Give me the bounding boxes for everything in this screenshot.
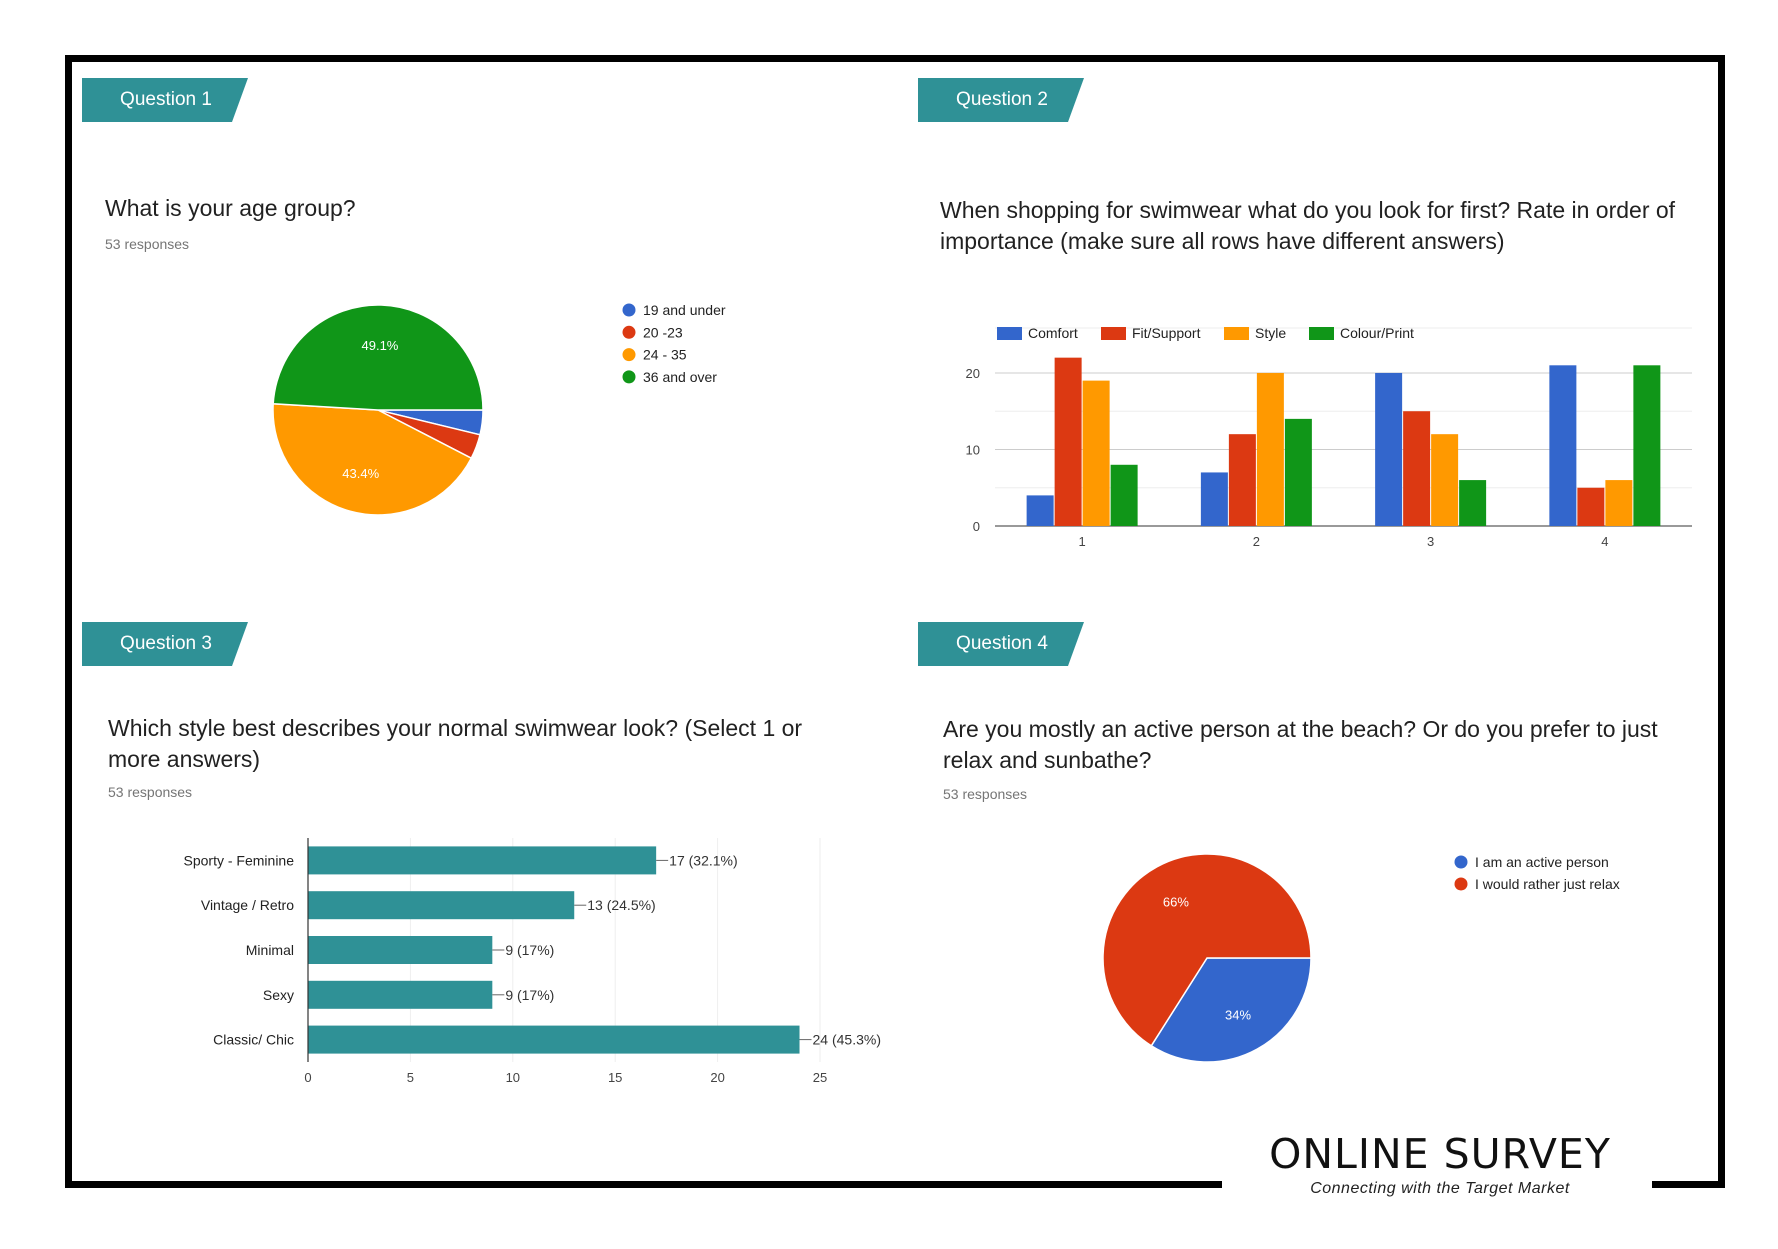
q1-legend-label-3: 36 and over	[643, 368, 717, 385]
q2-bar-2-3	[1285, 419, 1312, 526]
q3-bar-2	[308, 936, 492, 964]
q2-xtick-1: 1	[1078, 534, 1086, 549]
q3-bar-0	[308, 846, 656, 874]
q2-legend-swatch-2	[1224, 327, 1249, 340]
q3-xtick-0: 0	[304, 1070, 312, 1085]
q1-legend-dot-3	[623, 370, 636, 383]
q1-legend-label-1: 20 -23	[643, 324, 683, 341]
q2-bar-3-0	[1375, 373, 1402, 526]
q3-bar-4	[308, 1026, 800, 1054]
q3-title-line1: Which style best describes your normal swimwear look? (Select 1 or	[108, 715, 803, 741]
q1-legend-dot-1	[623, 326, 636, 339]
question-3-tag-label: Question 3	[120, 633, 212, 654]
q2-legend-label-0: Comfort	[1028, 325, 1078, 341]
q3-data-label-4: 24 (45.3%)	[812, 1031, 882, 1048]
q3-xtick-10: 10	[505, 1070, 521, 1085]
q2-title	[940, 195, 1675, 257]
q2-ytick-10: 10	[965, 442, 980, 458]
q4-responses: 53 responses	[943, 786, 1028, 802]
q3-xtick-20: 20	[710, 1070, 725, 1085]
q1-slice-label-3: 49.1%	[361, 337, 399, 353]
q2-bar-chart	[940, 310, 1700, 560]
q1-responses: 53 responses	[105, 236, 190, 252]
q4-legend-label-1: I would rather just relax	[1475, 876, 1620, 892]
q3-xtick-5: 5	[406, 1070, 415, 1085]
q2-bar-4-3	[1633, 365, 1660, 526]
q1-legend-dot-0	[623, 304, 636, 317]
q3-category-label-1: Vintage / Retro	[200, 897, 294, 914]
q3-data-label-1: 13 (24.5%)	[587, 897, 656, 914]
q2-xtick-4: 4	[1601, 534, 1609, 549]
question-1-tag-label: Question 1	[120, 89, 212, 110]
q3-category-label-3: Sexy	[262, 986, 294, 1003]
q1-legend-label-2: 24 - 35	[643, 346, 687, 363]
question-4-tag-label: Question 4	[956, 633, 1048, 654]
q2-legend-label-3: Colour/Print	[1340, 325, 1414, 341]
q2-bar-4-0	[1549, 365, 1576, 526]
q4-legend-dot-0	[1455, 856, 1468, 869]
brand-block	[1230, 1130, 1650, 1198]
q2-bar-1-2	[1083, 381, 1110, 526]
q2-title-line2: importance (make sure all rows have different answers)	[940, 228, 1505, 254]
q2-bar-3-3	[1459, 480, 1486, 526]
q2-ytick-20: 20	[965, 365, 980, 381]
q2-legend-swatch-3	[1309, 327, 1334, 340]
q4-slice-label-0: 34%	[1225, 1007, 1252, 1023]
q3-data-label-2: 9 (17%)	[505, 942, 555, 958]
q2-xtick-3: 3	[1427, 534, 1435, 549]
q2-legend-label-2: Style	[1255, 325, 1287, 341]
q1-title: What is your age group?	[105, 195, 356, 221]
q1-slice-label-2: 43.4%	[342, 465, 380, 481]
q2-title-line1: When shopping for swimwear what do you look for first? Rate in order of	[940, 197, 1676, 223]
q4-title-line1: Are you mostly an active person at the beach? Or do you prefer to just	[943, 716, 1658, 742]
q2-bar-1-0	[1027, 495, 1054, 526]
q2-legend-label-1: Fit/Support	[1132, 325, 1201, 341]
q3-category-label-0: Sporty - Feminine	[183, 852, 294, 869]
q1-pie-chart	[240, 280, 780, 540]
q3-responses: 53 responses	[108, 784, 193, 800]
q1-slice-3	[273, 305, 483, 410]
q2-bar-4-1	[1577, 488, 1604, 526]
q4-title	[943, 714, 1658, 776]
q4-pie-chart	[1090, 840, 1650, 1080]
q2-legend-swatch-1	[1101, 327, 1126, 340]
q4-legend-dot-1	[1455, 878, 1468, 891]
q3-xtick-25: 25	[812, 1070, 828, 1085]
q4-slice-label-1: 66%	[1162, 894, 1189, 910]
q3-horizontal-bar-chart	[150, 830, 910, 1100]
q3-category-label-4: Classic/ Chic	[213, 1031, 294, 1048]
q2-bar-3-2	[1431, 434, 1458, 526]
q4-title-line2: relax and sunbathe?	[943, 747, 1152, 773]
q2-bar-2-2	[1257, 373, 1284, 526]
q3-data-label-0: 17 (32.1%)	[669, 852, 738, 869]
q2-bar-3-1	[1403, 411, 1430, 526]
q3-data-label-3: 9 (17%)	[505, 986, 555, 1003]
brand-title: ONLINE SURVEY	[1269, 1130, 1611, 1178]
q2-ytick-0: 0	[972, 519, 980, 534]
q3-title	[108, 713, 802, 775]
q1-legend-dot-2	[623, 348, 636, 361]
q3-title-line2: more answers)	[108, 746, 261, 772]
brand-subtitle: Connecting with the Target Market	[1310, 1180, 1570, 1197]
q2-bar-1-3	[1111, 465, 1138, 526]
q1-legend-label-0: 19 and under	[643, 302, 726, 318]
q2-bar-1-1	[1055, 358, 1082, 526]
q2-bar-4-2	[1605, 480, 1632, 526]
q3-bar-3	[308, 981, 492, 1009]
q2-bar-2-1	[1229, 434, 1256, 526]
q2-xtick-2: 2	[1252, 534, 1260, 549]
question-2-tag-label: Question 2	[956, 89, 1048, 110]
q3-bar-1	[308, 891, 574, 919]
q2-legend-swatch-0	[997, 327, 1022, 340]
q3-category-label-2: Minimal	[245, 942, 294, 958]
q2-bar-2-0	[1201, 472, 1228, 526]
q3-xtick-15: 15	[607, 1070, 623, 1085]
q4-legend-label-0: I am an active person	[1475, 854, 1609, 870]
